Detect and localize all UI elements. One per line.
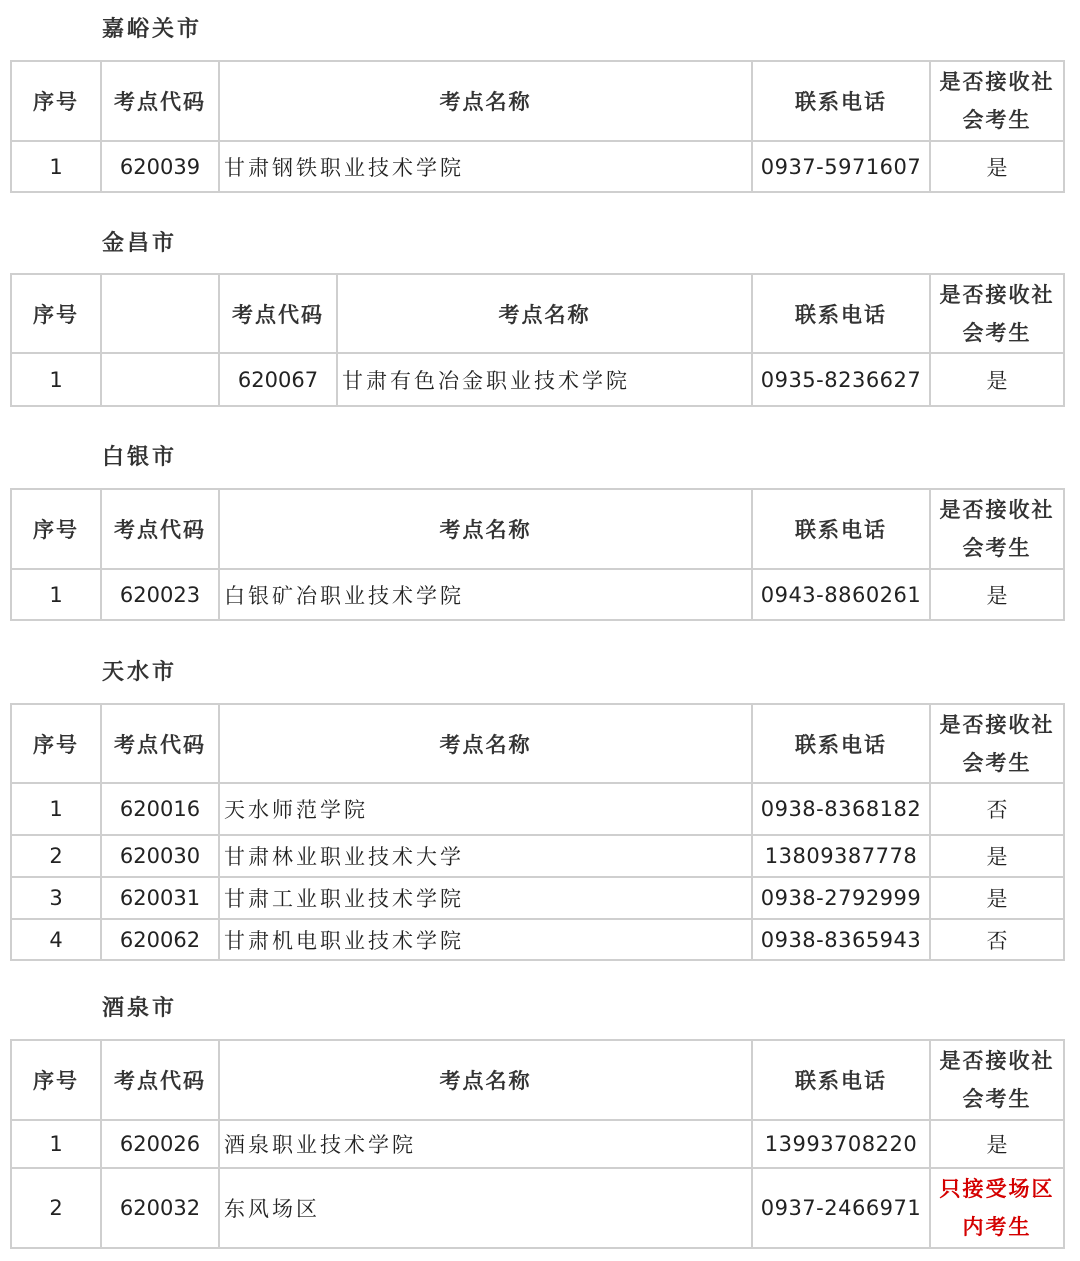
cell-name: 甘肃林业职业技术大学 <box>219 835 752 877</box>
cell-index: 3 <box>11 877 101 919</box>
header-name: 考点名称 <box>219 61 752 141</box>
table-row <box>11 919 1064 960</box>
city-title-tianshui: 天水市 <box>102 660 178 685</box>
cell-name: 酒泉职业技术学院 <box>219 1120 752 1168</box>
cell-code: 620030 <box>101 835 219 877</box>
cell-code: 620032 <box>101 1168 219 1248</box>
cell-code: 620062 <box>101 919 219 960</box>
cell-code: 620023 <box>101 569 219 620</box>
cell-accept: 是 <box>930 569 1064 620</box>
cell-name: 甘肃机电职业技术学院 <box>219 919 752 960</box>
cell-index: 2 <box>11 1168 101 1248</box>
cell-phone: 0937-5971607 <box>752 141 930 192</box>
header-blank <box>101 274 219 353</box>
cell-index: 1 <box>11 1120 101 1168</box>
header-name: 考点名称 <box>219 489 752 569</box>
table-header-row <box>11 489 1064 569</box>
header-index: 序号 <box>11 489 101 569</box>
table-tianshui <box>10 703 1065 961</box>
cell-code: 620031 <box>101 877 219 919</box>
table-header-row <box>11 61 1064 141</box>
header-accept-public: 是否接收社会考生 <box>930 274 1064 353</box>
cell-code: 620026 <box>101 1120 219 1168</box>
header-name: 考点名称 <box>337 274 752 353</box>
header-code: 考点代码 <box>219 274 337 353</box>
header-name: 考点名称 <box>219 1040 752 1120</box>
cell-index: 2 <box>11 835 101 877</box>
cell-name: 甘肃钢铁职业技术学院 <box>219 141 752 192</box>
header-code: 考点代码 <box>101 1040 219 1120</box>
table-row <box>11 835 1064 877</box>
cell-name: 甘肃工业职业技术学院 <box>219 877 752 919</box>
header-phone: 联系电话 <box>752 704 930 783</box>
header-accept-public: 是否接收社会考生 <box>930 61 1064 141</box>
cell-accept: 否 <box>930 919 1064 960</box>
header-code: 考点代码 <box>101 704 219 783</box>
city-title-baiyin: 白银市 <box>102 445 178 470</box>
table-row <box>11 877 1064 919</box>
cell-name: 天水师范学院 <box>219 783 752 835</box>
cell-name: 甘肃有色冶金职业技术学院 <box>337 353 752 406</box>
header-accept-public: 是否接收社会考生 <box>930 704 1064 783</box>
cell-name: 东风场区 <box>219 1168 752 1248</box>
header-index: 序号 <box>11 1040 101 1120</box>
cell-code: 620016 <box>101 783 219 835</box>
header-index: 序号 <box>11 274 101 353</box>
cell-phone: 0938-8365943 <box>752 919 930 960</box>
cell-code: 620067 <box>219 353 337 406</box>
header-phone: 联系电话 <box>752 489 930 569</box>
cell-accept-restricted: 只接受场区内考生 <box>930 1168 1064 1248</box>
city-title-jiayuguan: 嘉峪关市 <box>102 17 203 42</box>
table-row <box>11 783 1064 835</box>
cell-phone: 0943-8860261 <box>752 569 930 620</box>
cell-accept: 是 <box>930 835 1064 877</box>
table-header-row <box>11 1040 1064 1120</box>
table-jinchang <box>10 273 1065 407</box>
cell-index: 1 <box>11 141 101 192</box>
table-header-row <box>11 704 1064 783</box>
header-accept-public: 是否接收社会考生 <box>930 1040 1064 1120</box>
cell-phone: 0935-8236627 <box>752 353 930 406</box>
header-phone: 联系电话 <box>752 274 930 353</box>
table-row <box>11 141 1064 192</box>
table-row <box>11 1120 1064 1168</box>
cell-name: 白银矿冶职业技术学院 <box>219 569 752 620</box>
cell-index: 1 <box>11 353 101 406</box>
cell-index: 1 <box>11 569 101 620</box>
cell-index: 4 <box>11 919 101 960</box>
header-index: 序号 <box>11 61 101 141</box>
table-row <box>11 353 1064 406</box>
cell-accept: 是 <box>930 877 1064 919</box>
table-jiuquan <box>10 1039 1065 1249</box>
header-name: 考点名称 <box>219 704 752 783</box>
table-header-row <box>11 274 1064 353</box>
cell-index: 1 <box>11 783 101 835</box>
cell-phone: 13993708220 <box>752 1120 930 1168</box>
header-accept-public: 是否接收社会考生 <box>930 489 1064 569</box>
cell-accept: 是 <box>930 1120 1064 1168</box>
header-index: 序号 <box>11 704 101 783</box>
header-code: 考点代码 <box>101 489 219 569</box>
header-code: 考点代码 <box>101 61 219 141</box>
cell-code: 620039 <box>101 141 219 192</box>
city-title-jinchang: 金昌市 <box>102 231 178 256</box>
header-phone: 联系电话 <box>752 1040 930 1120</box>
cell-phone: 0938-8368182 <box>752 783 930 835</box>
city-title-jiuquan: 酒泉市 <box>102 996 178 1021</box>
table-row <box>11 1168 1064 1248</box>
cell-accept: 是 <box>930 141 1064 192</box>
table-jiayuguan <box>10 60 1065 193</box>
cell-phone: 0938-2792999 <box>752 877 930 919</box>
cell-accept: 是 <box>930 353 1064 406</box>
cell-phone: 0937-2466971 <box>752 1168 930 1248</box>
header-phone: 联系电话 <box>752 61 930 141</box>
cell-phone: 13809387778 <box>752 835 930 877</box>
cell-accept: 否 <box>930 783 1064 835</box>
cell-blank <box>101 353 219 406</box>
table-row <box>11 569 1064 620</box>
table-baiyin <box>10 488 1065 621</box>
